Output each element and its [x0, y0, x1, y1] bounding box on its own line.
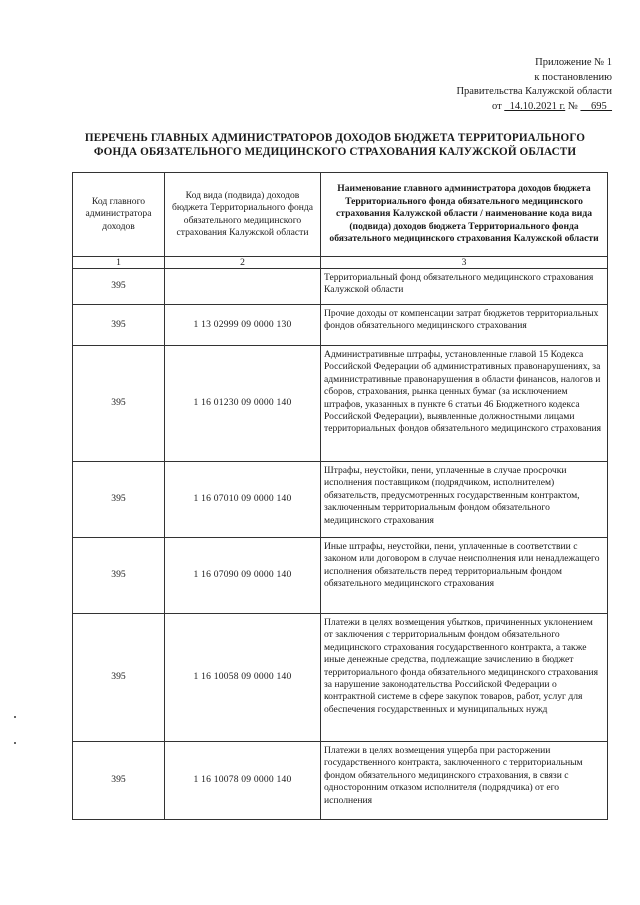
table-row [73, 305, 608, 346]
appendix-block [456, 56, 612, 114]
income-code-cell: 1 16 01230 09 0000 140 [165, 346, 321, 462]
table-row [73, 742, 608, 820]
appendix-line-3: Правительства Калужской области [456, 86, 612, 97]
name-cell: Штрафы, неустойки, пени, уплаченные в случае просрочки исполнения поставщиком (подрядчиком, исполнителем) обязательств, предусмотренных государственным контрактом, заключенным территориальным фондом обязательного медицинского страхования [321, 462, 608, 538]
header-admin-code: Код главного администратора доходов [73, 173, 165, 257]
date-prefix: от [492, 100, 505, 112]
income-code-cell: 1 16 07090 09 0000 140 [165, 538, 321, 614]
table-row [73, 462, 608, 538]
title-line-2: ФОНДА ОБЯЗАТЕЛЬНОГО МЕДИЦИНСКОГО СТРАХОВАНИЯ КАЛУЖСКОЙ ОБЛАСТИ [93, 146, 577, 158]
appendix-date-line [456, 100, 612, 115]
admin-code-cell: 395 [73, 538, 165, 614]
column-number: 2 [165, 257, 321, 269]
header-name: Наименование главного администратора доходов бюджета Территориального фонда обязательного медицинского страхования Калужской области / наименование кода вида (подвида) доходов бюджета Территориального фонда обязательного медицинского страхования Калужской области [321, 173, 608, 257]
column-number-row [73, 257, 608, 269]
scan-speck [14, 742, 16, 744]
income-code-cell: 1 16 07010 09 0000 140 [165, 462, 321, 538]
admin-code-cell: 395 [73, 269, 165, 305]
appendix-line-2: к постановлению [534, 71, 612, 83]
admin-code-cell: 395 [73, 346, 165, 462]
decree-number: __695_ [580, 100, 612, 112]
table-row [73, 538, 608, 614]
income-code-cell [165, 269, 321, 305]
name-cell: Административные штрафы, установленные главой 15 Кодекса Российской Федерации об административных правонарушениях, за административные правонарушения в области финансов, налогов и сборов, страхования, рынка ценных бумаг (за исключением штрафов, указанных в пункте 6 статьи 46 Бюджетного кодекса Российской Федерации), выявленные должностными лицами территориальных фондов обязательного медицинского страхования [321, 346, 608, 462]
table-header-row [73, 173, 608, 257]
income-code-cell: 1 16 10058 09 0000 140 [165, 614, 321, 742]
name-cell: Прочие доходы от компенсации затрат бюджетов территориальных фондов обязательного медицинского страхования [321, 305, 608, 346]
number-prefix: № [565, 100, 581, 112]
income-code-cell: 1 16 10078 09 0000 140 [165, 742, 321, 820]
column-number: 1 [73, 257, 165, 269]
admin-code-cell: 395 [73, 305, 165, 346]
decree-date: _14.10.2021 г. [504, 100, 566, 112]
title-line-1: ПЕРЕЧЕНЬ ГЛАВНЫХ АДМИНИСТРАТОРОВ ДОХОДОВ БЮДЖЕТА ТЕРРИТОРИАЛЬНОГО [84, 132, 586, 144]
appendix-line-1: Приложение № 1 [535, 57, 612, 68]
scan-speck [14, 716, 16, 718]
name-cell: Иные штрафы, неустойки, пени, уплаченные в соответствии с законом или договором в случае неисполнения или ненадлежащего исполнения обязательств перед территориальным фондом обязательного медицинского страхования [321, 538, 608, 614]
document-title [70, 131, 600, 159]
admin-code-cell: 395 [73, 614, 165, 742]
name-cell: Платежи в целях возмещения ущерба при расторжении государственного контракта, заключенного с территориальным фондом обязательного медицинского страхования, в связи с односторонним отказом исполнителя (подрядчика) от его исполнения [321, 742, 608, 820]
column-number: 3 [321, 257, 608, 269]
income-code-cell: 1 13 02999 09 0000 130 [165, 305, 321, 346]
table-row [73, 614, 608, 742]
name-cell: Платежи в целях возмещения убытков, причиненных уклонением от заключения с территориальным фондом обязательного медицинского страхования государственного контракта, а также иные денежные средства, подлежащие зачислению в бюджет территориального фонда обязательного медицинского страхования за нарушение законодательства Российской Федерации о контрактной системе в сфере закупок товаров, работ, услуг для обеспечения государственных и муниципальных нужд [321, 614, 608, 742]
table-row [73, 346, 608, 462]
income-administrators-table [72, 172, 608, 820]
header-income-code: Код вида (подвида) доходов бюджета Территориального фонда обязательного медицинского страхования Калужской области [165, 173, 321, 257]
admin-code-cell: 395 [73, 462, 165, 538]
admin-code-cell: 395 [73, 742, 165, 820]
name-cell: Территориальный фонд обязательного медицинского страхования Калужской области [321, 269, 608, 305]
table-row [73, 269, 608, 305]
